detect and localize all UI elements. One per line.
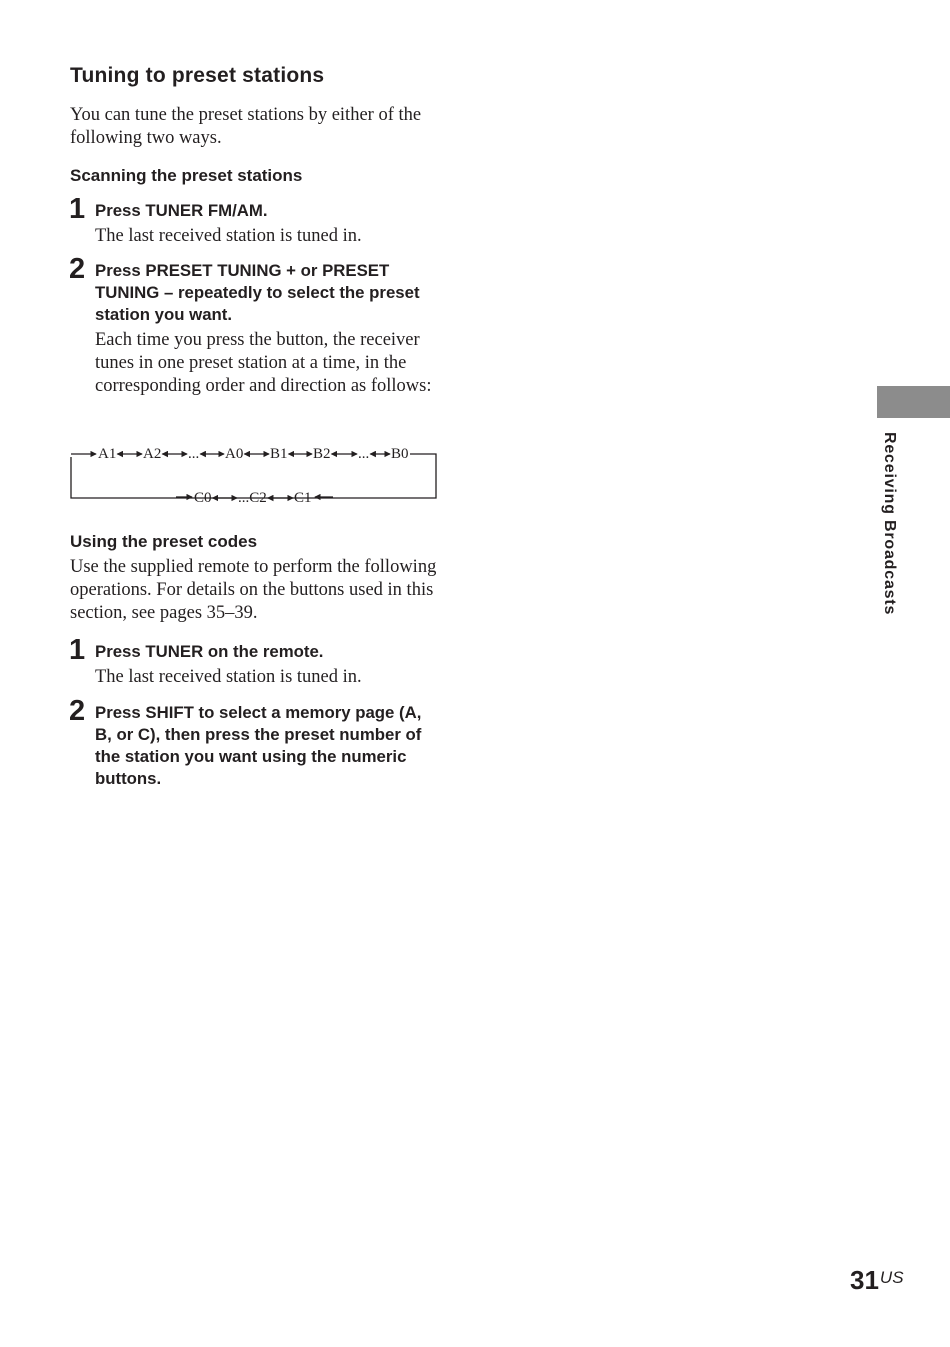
section-tab-marker <box>877 386 950 418</box>
undefined-label: A1 <box>98 446 117 462</box>
undefined-label: C1 <box>294 490 312 504</box>
undefined-label: B2 <box>313 446 331 462</box>
step-number: 1 <box>69 634 86 666</box>
page-number <box>850 1265 904 1296</box>
step-description: The last received station is tuned in. <box>95 226 362 246</box>
page-number-value: 31 <box>850 1265 879 1295</box>
undefined-label: A2 <box>143 446 162 462</box>
undefined-label: A0 <box>225 446 244 462</box>
undefined-label: B0 <box>391 446 409 462</box>
page-title: Tuning to preset stations <box>70 64 325 87</box>
undefined-label: ... <box>358 446 370 462</box>
undefined-label: ...C2 <box>238 490 267 504</box>
bottom-row-group <box>194 490 312 504</box>
section-heading-preset-codes: Using the preset codes <box>70 532 258 551</box>
section2-intro: Use the supplied remote to perform the following operations. For details on the buttons used in this section, see pages 35–39. <box>70 557 437 623</box>
step-number: 2 <box>69 253 86 285</box>
step-number: 1 <box>69 193 86 225</box>
step-number: 2 <box>69 695 86 727</box>
undefined-label: B1 <box>270 446 288 462</box>
step-title: Press TUNER FM/AM. <box>95 201 268 220</box>
step-title: Press TUNER on the remote. <box>95 642 324 661</box>
undefined-label: C0 <box>194 490 212 504</box>
top-row-group <box>98 446 409 462</box>
preset-order-diagram-svg <box>68 440 440 504</box>
side-section-label: Receiving Broadcasts <box>881 432 898 616</box>
step-title: Press SHIFT to select a memory page (A, B, or C), then press the preset number of the station you want using the numeric buttons. <box>95 703 422 788</box>
intro-paragraph: You can tune the preset stations by either of the following two ways. <box>70 105 422 148</box>
step-description: The last received station is tuned in. <box>95 667 362 687</box>
step-title: Press PRESET TUNING + or PRESET TUNING – repeatedly to select the preset station you want. <box>95 261 420 324</box>
page-number-suffix: US <box>879 1267 904 1287</box>
undefined-label: ... <box>188 446 200 462</box>
step-description: Each time you press the button, the receiver tunes in one preset station at a time, in the corresponding order and direction as follows: <box>95 330 432 396</box>
preset-order-diagram <box>68 440 440 504</box>
section-heading-scanning: Scanning the preset stations <box>70 166 303 185</box>
